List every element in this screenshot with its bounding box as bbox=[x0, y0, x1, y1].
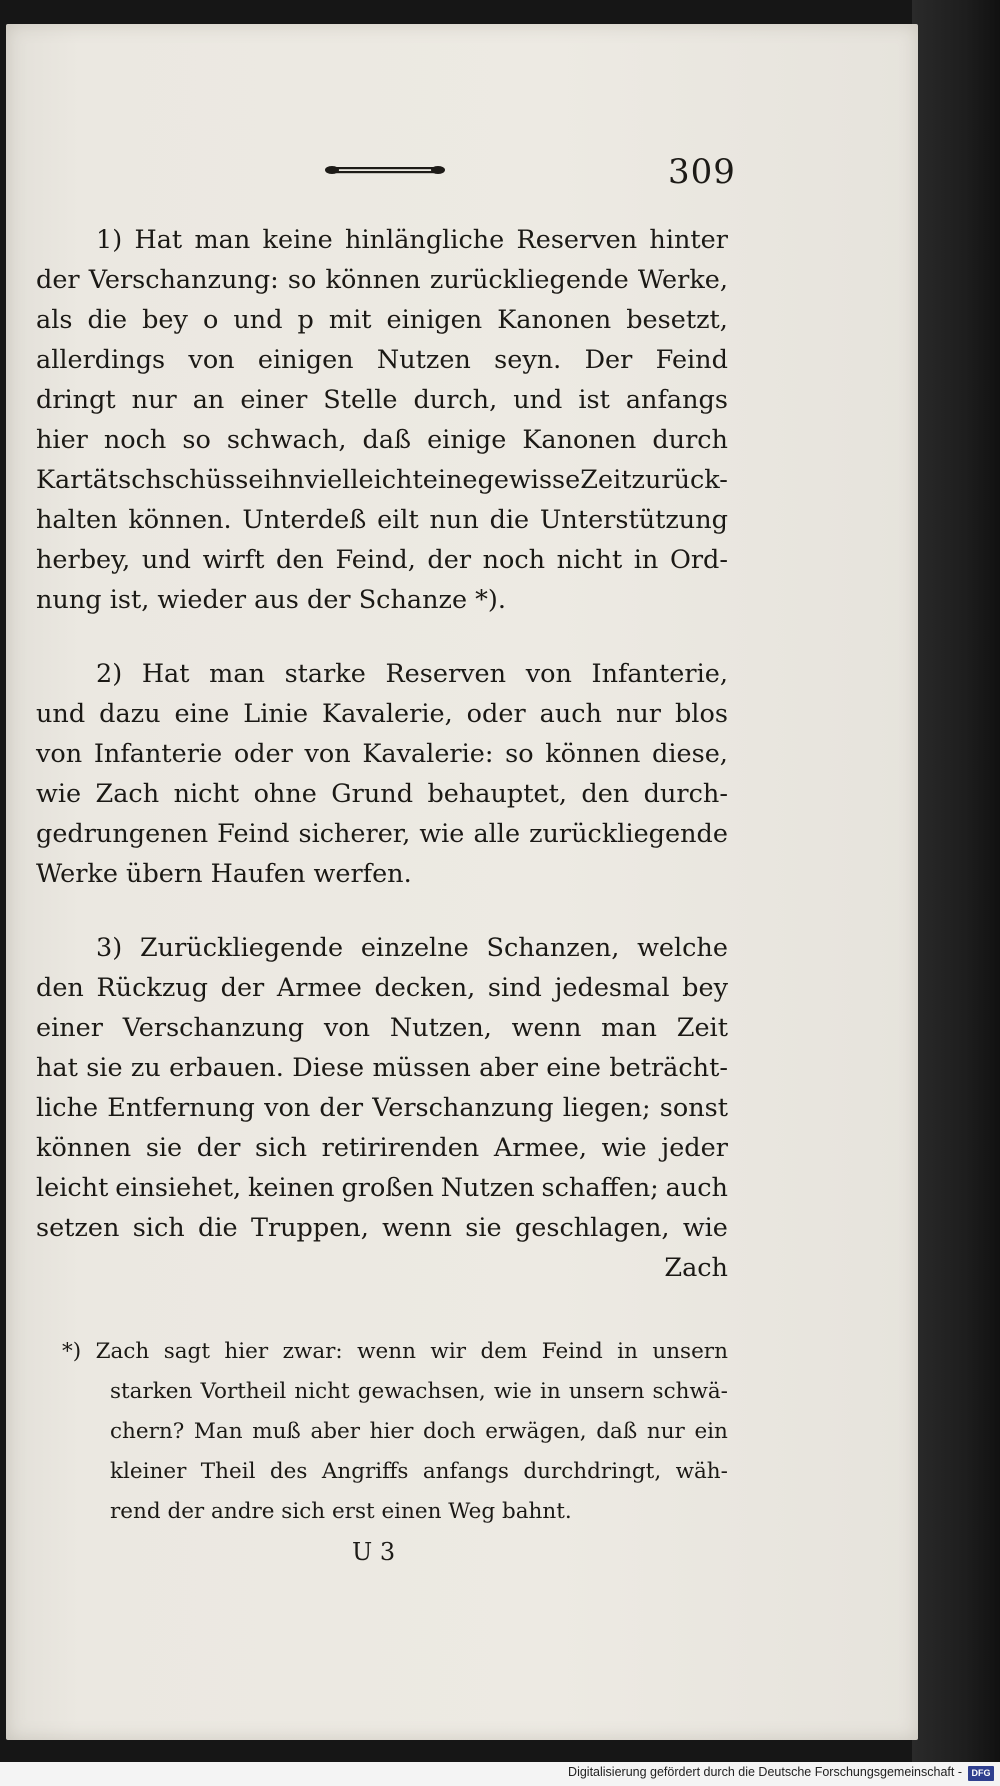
footnote bbox=[62, 1332, 728, 1532]
text-line: herbey, und wirft den Feind, der noch nicht in Ord- bbox=[36, 545, 728, 575]
page-number: 309 bbox=[668, 152, 736, 192]
header-rule-ornament bbox=[324, 162, 446, 178]
text-line: von Infanterie oder von Kavalerie: so können diese, bbox=[36, 739, 728, 769]
text-line: hier noch so schwach, daß einige Kanonen durch bbox=[36, 425, 728, 455]
text-line: können sie der sich retirirenden Armee, wie jeder bbox=[36, 1133, 728, 1163]
text-line: nung ist, wieder aus der Schanze *). bbox=[36, 585, 506, 615]
footnote-line: *) Zach sagt hier zwar: wenn wir dem Feind in unsern bbox=[62, 1339, 728, 1364]
text-line: 2) Hat man starke Reserven von Infanterie, bbox=[96, 659, 728, 689]
text-line: 3) Zurückliegende einzelne Schanzen, welche bbox=[96, 933, 728, 963]
text-line: 1) Hat man keine hinlängliche Reserven hinter bbox=[96, 225, 728, 255]
text-line: leicht einsiehet, keinen großen Nutzen schaffen; auch bbox=[36, 1173, 728, 1203]
text-line: der Verschanzung: so können zurückliegende Werke, bbox=[36, 265, 728, 295]
text-line: hat sie zu erbauen. Diese müssen aber eine beträcht- bbox=[36, 1053, 728, 1083]
text-line: den Rückzug der Armee decken, sind jedesmal bey bbox=[36, 973, 728, 1003]
digitization-footer bbox=[0, 1762, 1000, 1786]
text-line: halten können. Unterdeß eilt nun die Unterstützung bbox=[36, 505, 728, 535]
text-line: Kartätschschüsse ihn vielleicht eine gewisse Zeit zurück- bbox=[36, 465, 728, 495]
paragraph-gap bbox=[36, 620, 728, 654]
footnote-line: starken Vortheil nicht gewachsen, wie in unsern schwä- bbox=[110, 1379, 728, 1404]
text-line: dringt nur an einer Stelle durch, und ist anfangs bbox=[36, 385, 728, 415]
dfg-logo-icon: DFG bbox=[968, 1766, 994, 1781]
text-line: allerdings von einigen Nutzen seyn. Der Feind bbox=[36, 345, 728, 375]
paragraph-gap bbox=[36, 894, 728, 928]
text-line: einer Verschanzung von Nutzen, wenn man Zeit bbox=[36, 1013, 728, 1043]
text-line: Werke übern Haufen werfen. bbox=[36, 859, 412, 889]
footnote-line: chern? Man muß aber hier doch erwägen, daß nur ein bbox=[110, 1419, 728, 1444]
text-line: liche Entfernung von der Verschanzung liegen; sonst bbox=[36, 1093, 728, 1123]
book-page bbox=[6, 24, 918, 1740]
digitization-credit: Digitalisierung gefördert durch die Deutsche Forschungsgemeinschaft - bbox=[568, 1765, 962, 1779]
text-line: als die bey o und p mit einigen Kanonen besetzt, bbox=[36, 305, 728, 335]
text-line: wie Zach nicht ohne Grund behauptet, den durch- bbox=[36, 779, 728, 809]
catchword: Zach bbox=[664, 1253, 728, 1283]
text-line: setzen sich die Truppen, wenn sie geschlagen, wie bbox=[36, 1213, 728, 1243]
footnote-line: kleiner Theil des Angriffs anfangs durchdringt, wäh- bbox=[110, 1459, 728, 1484]
text-line: und dazu eine Linie Kavalerie, oder auch nur blos bbox=[36, 699, 728, 729]
signature-mark: U 3 bbox=[352, 1538, 396, 1566]
scan-background-edge bbox=[912, 0, 1000, 1762]
footnote-line: rend der andre sich erst einen Weg bahnt. bbox=[110, 1499, 572, 1524]
text-line: gedrungenen Feind sicherer, wie alle zurückliegende bbox=[36, 819, 728, 849]
body-text bbox=[36, 220, 728, 1288]
